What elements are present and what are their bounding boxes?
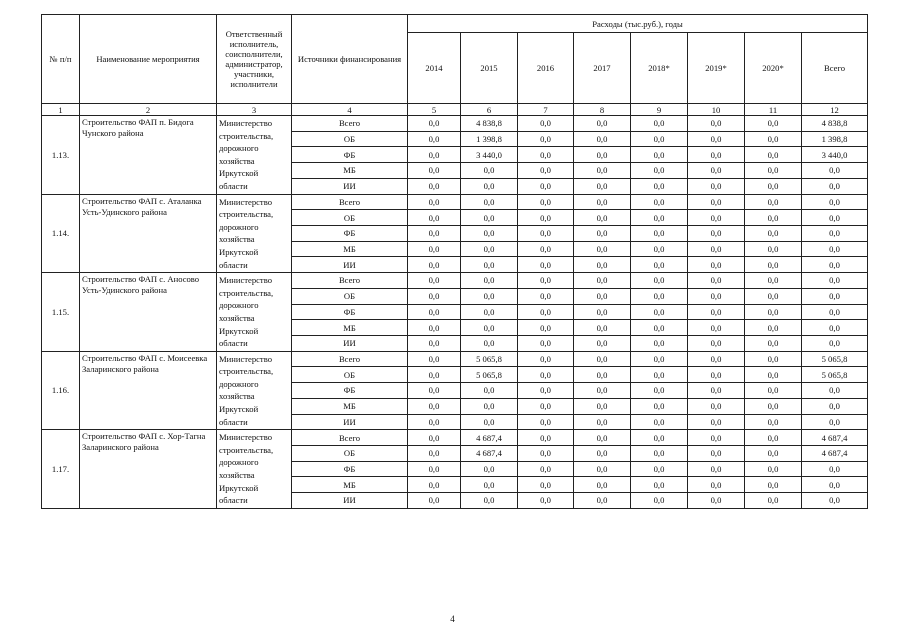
header-col-executor: Ответственный исполнитель, соисполнители, администратор, участники, исполнители — [217, 15, 292, 104]
value-cell: 0,0 — [688, 241, 745, 257]
value-cell: 0,0 — [408, 288, 461, 304]
funding-source: Всего — [292, 273, 408, 289]
header-year: 2015 — [461, 33, 518, 104]
total-cell: 0,0 — [802, 320, 868, 336]
value-cell: 0,0 — [518, 225, 574, 241]
value-cell: 0,0 — [518, 383, 574, 399]
value-cell: 0,0 — [574, 320, 631, 336]
value-cell: 0,0 — [745, 225, 802, 241]
value-cell: 0,0 — [518, 320, 574, 336]
value-cell: 0,0 — [688, 414, 745, 430]
value-cell: 0,0 — [518, 273, 574, 289]
value-cell: 0,0 — [631, 194, 688, 210]
value-cell: 0,0 — [461, 178, 518, 194]
value-cell: 0,0 — [631, 163, 688, 179]
column-number: 2 — [80, 104, 217, 116]
page-number: 4 — [450, 614, 455, 624]
value-cell: 0,0 — [574, 163, 631, 179]
value-cell: 0,0 — [631, 304, 688, 320]
value-cell: 4 838,8 — [461, 116, 518, 132]
total-cell: 5 065,8 — [802, 367, 868, 383]
value-cell: 0,0 — [745, 257, 802, 273]
total-cell: 0,0 — [802, 398, 868, 414]
value-cell: 0,0 — [518, 194, 574, 210]
value-cell: 0,0 — [518, 210, 574, 226]
funding-source: ОБ — [292, 131, 408, 147]
value-cell: 0,0 — [408, 131, 461, 147]
column-number: 11 — [745, 104, 802, 116]
value-cell: 0,0 — [631, 461, 688, 477]
value-cell: 0,0 — [631, 398, 688, 414]
value-cell: 0,0 — [461, 493, 518, 509]
value-cell: 0,0 — [688, 131, 745, 147]
header-total: Всего — [802, 33, 868, 104]
value-cell: 0,0 — [688, 430, 745, 446]
total-cell: 0,0 — [802, 210, 868, 226]
value-cell: 0,0 — [688, 367, 745, 383]
activity-index: 1.13. — [42, 116, 80, 195]
value-cell: 0,0 — [631, 445, 688, 461]
value-cell: 0,0 — [461, 194, 518, 210]
value-cell: 0,0 — [631, 288, 688, 304]
value-cell: 0,0 — [574, 367, 631, 383]
value-cell: 0,0 — [688, 335, 745, 351]
value-cell: 0,0 — [408, 383, 461, 399]
value-cell: 0,0 — [408, 225, 461, 241]
funding-source: МБ — [292, 398, 408, 414]
value-cell: 0,0 — [461, 304, 518, 320]
value-cell: 4 687,4 — [461, 445, 518, 461]
value-cell: 0,0 — [518, 178, 574, 194]
value-cell: 0,0 — [688, 383, 745, 399]
funding-source: ФБ — [292, 461, 408, 477]
activity-executor: Министерство строительства, дорожного хозяйства Иркутской области — [217, 116, 292, 195]
value-cell: 0,0 — [574, 493, 631, 509]
value-cell: 0,0 — [745, 367, 802, 383]
value-cell: 0,0 — [574, 304, 631, 320]
total-cell: 1 398,8 — [802, 131, 868, 147]
value-cell: 0,0 — [688, 351, 745, 367]
value-cell: 0,0 — [745, 414, 802, 430]
value-cell: 0,0 — [631, 178, 688, 194]
activity-executor: Министерство строительства, дорожного хозяйства Иркутской области — [217, 273, 292, 352]
total-cell: 0,0 — [802, 194, 868, 210]
value-cell: 0,0 — [745, 398, 802, 414]
value-cell: 0,0 — [518, 116, 574, 132]
table-body — [42, 116, 868, 509]
value-cell: 0,0 — [408, 116, 461, 132]
table-header — [42, 15, 868, 116]
column-number: 10 — [688, 104, 745, 116]
activity-executor: Министерство строительства, дорожного хозяйства Иркутской области — [217, 351, 292, 430]
value-cell: 0,0 — [688, 273, 745, 289]
value-cell: 0,0 — [461, 320, 518, 336]
value-cell: 0,0 — [518, 367, 574, 383]
value-cell: 0,0 — [745, 273, 802, 289]
value-cell: 0,0 — [574, 383, 631, 399]
value-cell: 0,0 — [461, 210, 518, 226]
value-cell: 0,0 — [745, 116, 802, 132]
activity-name: Строительство ФАП с. Хор-Тагна Заларинского района — [80, 430, 217, 509]
value-cell: 0,0 — [631, 273, 688, 289]
funding-source: ИИ — [292, 178, 408, 194]
value-cell: 0,0 — [631, 320, 688, 336]
activity-name: Строительство ФАП с. Аносово Усть-Удинского района — [80, 273, 217, 352]
budget-table-sheet — [41, 14, 867, 509]
total-cell: 0,0 — [802, 163, 868, 179]
value-cell: 4 687,4 — [461, 430, 518, 446]
value-cell: 0,0 — [688, 320, 745, 336]
funding-source: Всего — [292, 194, 408, 210]
funding-source: ОБ — [292, 367, 408, 383]
header-col-num: № п/п — [42, 15, 80, 104]
header-year: 2020* — [745, 33, 802, 104]
activity-name: Строительство ФАП с. Аталанка Усть-Удинского района — [80, 194, 217, 273]
funding-source: ИИ — [292, 257, 408, 273]
value-cell: 0,0 — [408, 493, 461, 509]
value-cell: 0,0 — [518, 241, 574, 257]
total-cell: 0,0 — [802, 178, 868, 194]
value-cell: 0,0 — [631, 367, 688, 383]
funding-source: Всего — [292, 430, 408, 446]
value-cell: 3 440,0 — [461, 147, 518, 163]
header-year: 2017 — [574, 33, 631, 104]
funding-source: ОБ — [292, 210, 408, 226]
value-cell: 0,0 — [574, 178, 631, 194]
value-cell: 0,0 — [688, 194, 745, 210]
column-number: 5 — [408, 104, 461, 116]
value-cell: 0,0 — [631, 131, 688, 147]
value-cell: 0,0 — [688, 304, 745, 320]
value-cell: 0,0 — [745, 461, 802, 477]
total-cell: 0,0 — [802, 288, 868, 304]
column-number: 1 — [42, 104, 80, 116]
funding-source: ФБ — [292, 304, 408, 320]
value-cell: 0,0 — [574, 414, 631, 430]
value-cell: 0,0 — [574, 335, 631, 351]
value-cell: 0,0 — [574, 194, 631, 210]
value-cell: 0,0 — [518, 430, 574, 446]
value-cell: 0,0 — [518, 461, 574, 477]
value-cell: 0,0 — [408, 304, 461, 320]
value-cell: 0,0 — [745, 194, 802, 210]
value-cell: 0,0 — [518, 493, 574, 509]
total-cell: 0,0 — [802, 304, 868, 320]
funding-source: ОБ — [292, 445, 408, 461]
column-number: 8 — [574, 104, 631, 116]
activity-index: 1.14. — [42, 194, 80, 273]
value-cell: 0,0 — [518, 335, 574, 351]
value-cell: 0,0 — [745, 493, 802, 509]
value-cell: 0,0 — [745, 445, 802, 461]
value-cell: 0,0 — [745, 320, 802, 336]
header-year: 2016 — [518, 33, 574, 104]
value-cell: 0,0 — [408, 398, 461, 414]
value-cell: 0,0 — [631, 147, 688, 163]
funding-source: МБ — [292, 477, 408, 493]
value-cell: 0,0 — [745, 430, 802, 446]
funding-source: МБ — [292, 163, 408, 179]
total-cell: 0,0 — [802, 225, 868, 241]
value-cell: 0,0 — [688, 210, 745, 226]
value-cell: 0,0 — [745, 178, 802, 194]
value-cell: 0,0 — [574, 398, 631, 414]
value-cell: 0,0 — [745, 241, 802, 257]
value-cell: 0,0 — [408, 194, 461, 210]
value-cell: 0,0 — [745, 147, 802, 163]
total-cell: 0,0 — [802, 493, 868, 509]
value-cell: 0,0 — [408, 445, 461, 461]
funding-source: ФБ — [292, 147, 408, 163]
value-cell: 0,0 — [688, 445, 745, 461]
value-cell: 0,0 — [408, 320, 461, 336]
funding-source: ФБ — [292, 383, 408, 399]
value-cell: 0,0 — [574, 225, 631, 241]
column-number: 4 — [292, 104, 408, 116]
total-cell: 0,0 — [802, 383, 868, 399]
value-cell: 0,0 — [574, 273, 631, 289]
value-cell: 0,0 — [688, 225, 745, 241]
table-row — [42, 430, 868, 446]
value-cell: 0,0 — [631, 257, 688, 273]
value-cell: 0,0 — [574, 116, 631, 132]
activity-name: Строительство ФАП п. Бидога Чунского района — [80, 116, 217, 195]
value-cell: 0,0 — [688, 398, 745, 414]
value-cell: 0,0 — [574, 461, 631, 477]
column-number: 12 — [802, 104, 868, 116]
expenses-table — [41, 14, 868, 509]
value-cell: 0,0 — [745, 288, 802, 304]
value-cell: 0,0 — [408, 335, 461, 351]
value-cell: 0,0 — [631, 351, 688, 367]
column-number: 7 — [518, 104, 574, 116]
header-col-name: Наименование мероприятия — [80, 15, 217, 104]
value-cell: 0,0 — [408, 430, 461, 446]
value-cell: 0,0 — [408, 257, 461, 273]
value-cell: 0,0 — [631, 383, 688, 399]
value-cell: 0,0 — [408, 461, 461, 477]
header-year: 2018* — [631, 33, 688, 104]
funding-source: ФБ — [292, 225, 408, 241]
value-cell: 0,0 — [574, 288, 631, 304]
funding-source: ИИ — [292, 493, 408, 509]
table-row — [42, 116, 868, 132]
value-cell: 1 398,8 — [461, 131, 518, 147]
value-cell: 0,0 — [574, 210, 631, 226]
value-cell: 0,0 — [574, 477, 631, 493]
total-cell: 0,0 — [802, 335, 868, 351]
column-number: 9 — [631, 104, 688, 116]
value-cell: 0,0 — [461, 257, 518, 273]
value-cell: 0,0 — [631, 225, 688, 241]
value-cell: 0,0 — [518, 288, 574, 304]
value-cell: 0,0 — [688, 477, 745, 493]
activity-executor: Министерство строительства, дорожного хозяйства Иркутской области — [217, 430, 292, 509]
value-cell: 0,0 — [408, 210, 461, 226]
activity-name: Строительство ФАП с. Моисеевка Заларинского района — [80, 351, 217, 430]
value-cell: 0,0 — [688, 493, 745, 509]
header-expenses: Расходы (тыс.руб.), годы — [408, 15, 868, 33]
activity-index: 1.16. — [42, 351, 80, 430]
activity-index: 1.15. — [42, 273, 80, 352]
value-cell: 0,0 — [745, 131, 802, 147]
total-cell: 4 687,4 — [802, 430, 868, 446]
value-cell: 0,0 — [461, 477, 518, 493]
value-cell: 0,0 — [518, 477, 574, 493]
value-cell: 0,0 — [518, 304, 574, 320]
value-cell: 0,0 — [745, 477, 802, 493]
header-col-source: Источники финансирования — [292, 15, 408, 104]
value-cell: 0,0 — [408, 414, 461, 430]
value-cell: 0,0 — [518, 445, 574, 461]
value-cell: 0,0 — [408, 241, 461, 257]
value-cell: 0,0 — [631, 241, 688, 257]
funding-source: ИИ — [292, 414, 408, 430]
value-cell: 0,0 — [461, 398, 518, 414]
value-cell: 0,0 — [574, 241, 631, 257]
value-cell: 0,0 — [688, 163, 745, 179]
value-cell: 0,0 — [461, 225, 518, 241]
value-cell: 0,0 — [574, 257, 631, 273]
funding-source: Всего — [292, 116, 408, 132]
value-cell: 0,0 — [745, 304, 802, 320]
value-cell: 0,0 — [574, 351, 631, 367]
value-cell: 0,0 — [631, 430, 688, 446]
column-number: 6 — [461, 104, 518, 116]
total-cell: 4 687,4 — [802, 445, 868, 461]
total-cell: 5 065,8 — [802, 351, 868, 367]
funding-source: МБ — [292, 320, 408, 336]
value-cell: 0,0 — [631, 493, 688, 509]
value-cell: 0,0 — [461, 461, 518, 477]
value-cell: 0,0 — [688, 461, 745, 477]
total-cell: 0,0 — [802, 257, 868, 273]
value-cell: 0,0 — [408, 178, 461, 194]
value-cell: 0,0 — [745, 335, 802, 351]
value-cell: 0,0 — [408, 351, 461, 367]
value-cell: 0,0 — [461, 163, 518, 179]
value-cell: 0,0 — [518, 398, 574, 414]
header-year: 2014 — [408, 33, 461, 104]
column-number: 3 — [217, 104, 292, 116]
total-cell: 3 440,0 — [802, 147, 868, 163]
value-cell: 0,0 — [631, 210, 688, 226]
header-year: 2019* — [688, 33, 745, 104]
value-cell: 0,0 — [518, 414, 574, 430]
value-cell: 0,0 — [631, 116, 688, 132]
value-cell: 0,0 — [461, 288, 518, 304]
funding-source: ОБ — [292, 288, 408, 304]
value-cell: 0,0 — [745, 351, 802, 367]
value-cell: 0,0 — [631, 414, 688, 430]
value-cell: 0,0 — [688, 257, 745, 273]
value-cell: 5 065,8 — [461, 351, 518, 367]
value-cell: 0,0 — [574, 131, 631, 147]
value-cell: 0,0 — [461, 335, 518, 351]
activity-executor: Министерство строительства, дорожного хозяйства Иркутской области — [217, 194, 292, 273]
value-cell: 0,0 — [461, 241, 518, 257]
value-cell: 0,0 — [574, 147, 631, 163]
value-cell: 0,0 — [461, 414, 518, 430]
value-cell: 0,0 — [461, 273, 518, 289]
value-cell: 0,0 — [745, 210, 802, 226]
value-cell: 0,0 — [408, 163, 461, 179]
funding-source: МБ — [292, 241, 408, 257]
funding-source: ИИ — [292, 335, 408, 351]
value-cell: 0,0 — [688, 288, 745, 304]
total-cell: 0,0 — [802, 461, 868, 477]
value-cell: 0,0 — [518, 257, 574, 273]
total-cell: 0,0 — [802, 241, 868, 257]
value-cell: 0,0 — [688, 147, 745, 163]
value-cell: 0,0 — [574, 430, 631, 446]
value-cell: 0,0 — [745, 383, 802, 399]
table-row — [42, 351, 868, 367]
value-cell: 5 065,8 — [461, 367, 518, 383]
total-cell: 0,0 — [802, 414, 868, 430]
value-cell: 0,0 — [631, 477, 688, 493]
value-cell: 0,0 — [408, 273, 461, 289]
value-cell: 0,0 — [574, 445, 631, 461]
value-cell: 0,0 — [408, 147, 461, 163]
value-cell: 0,0 — [408, 477, 461, 493]
value-cell: 0,0 — [745, 163, 802, 179]
funding-source: Всего — [292, 351, 408, 367]
total-cell: 0,0 — [802, 477, 868, 493]
table-row — [42, 273, 868, 289]
value-cell: 0,0 — [631, 335, 688, 351]
activity-index: 1.17. — [42, 430, 80, 509]
total-cell: 4 838,8 — [802, 116, 868, 132]
total-cell: 0,0 — [802, 273, 868, 289]
value-cell: 0,0 — [518, 163, 574, 179]
value-cell: 0,0 — [518, 147, 574, 163]
value-cell: 0,0 — [688, 116, 745, 132]
table-row — [42, 194, 868, 210]
value-cell: 0,0 — [518, 131, 574, 147]
value-cell: 0,0 — [408, 367, 461, 383]
value-cell: 0,0 — [518, 351, 574, 367]
value-cell: 0,0 — [688, 178, 745, 194]
value-cell: 0,0 — [461, 383, 518, 399]
